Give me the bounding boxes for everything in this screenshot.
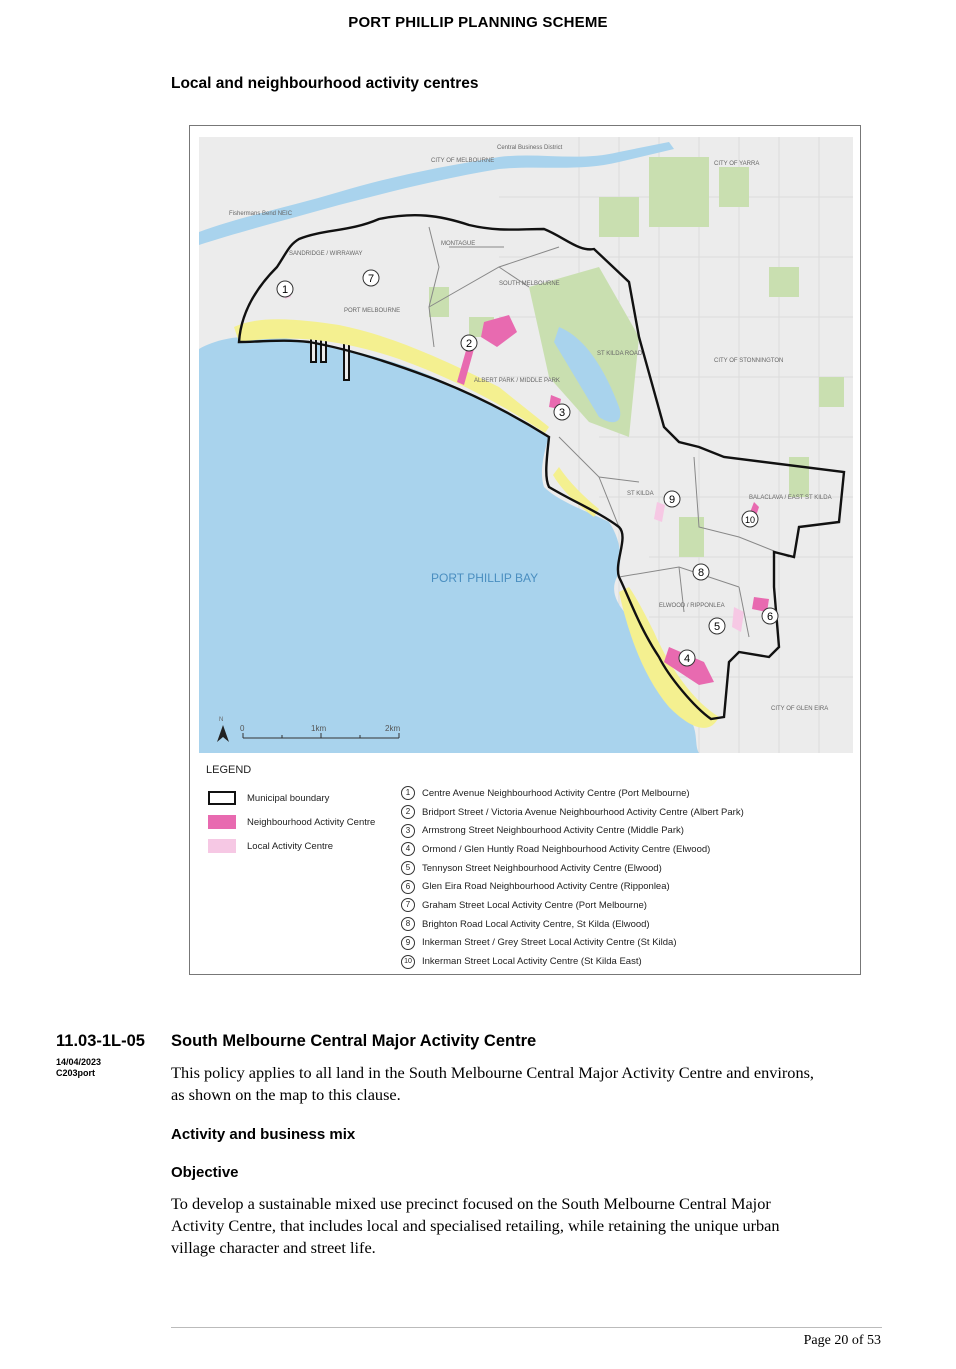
albert-park-label: ALBERT PARK / MIDDLE PARK [474, 378, 560, 384]
boundary-swatch [208, 791, 236, 805]
svg-text:1: 1 [281, 284, 289, 296]
st-kilda-road-label: ST KILDA ROAD [597, 351, 643, 357]
clause-amendment: C203port [56, 1068, 96, 1078]
scale-zero: 0 [240, 724, 245, 733]
clause-date: 14/04/2023 [56, 1057, 102, 1067]
marker-4 [679, 650, 695, 666]
clause-number: 11.03-1L-05 [56, 1032, 145, 1050]
balaclava-label: BALACLAVA / EAST ST KILDA [749, 495, 832, 501]
svg-text:8: 8 [697, 567, 705, 579]
centre-item-6: 6 Glen Eira Road Neighbourhood Activity Centre (Ripponlea) [401, 877, 744, 896]
centre-item-1: 1 Centre Avenue Neighbourhood Activity Centre (Port Melbourne) [401, 784, 744, 803]
page-header-title: PORT PHILLIP PLANNING SCHEME [348, 14, 608, 31]
montague-label: MONTAGUE [441, 241, 476, 247]
svg-text:N: N [219, 717, 224, 723]
marker-10 [742, 511, 758, 527]
svg-text:7: 7 [367, 273, 375, 285]
centre-item-8: 8 Brighton Road Local Activity Centre, St Kilda (Elwood) [401, 915, 744, 934]
cbd-label: Central Business District [497, 145, 563, 151]
lac-swatch [208, 839, 236, 853]
fishermans-bend-label: Fishermans Bend NEIC [229, 211, 293, 217]
marker-1 [277, 281, 293, 297]
elwood-label: ELWOOD / RIPPONLEA [659, 603, 725, 609]
scale-2km: 2km [385, 724, 401, 733]
objective-text: To develop a sustainable mixed use precinct focused on the South Melbourne Central Major Activity Centre, that includes local and specialised retailing, while retaining the unique urban village character and street life. [171, 1194, 780, 1257]
centre-item-7: 7 Graham Street Local Activity Centre (Port Melbourne) [401, 896, 744, 915]
map-figure [189, 125, 861, 975]
centre-item-3: 3 Armstrong Street Neighbourhood Activity Centre (Middle Park) [401, 821, 744, 840]
activity-business-mix-heading: Activity and business mix [171, 1126, 356, 1143]
marker-3 [554, 404, 570, 420]
port-phillip-bay-label: PORT PHILLIP BAY [431, 571, 539, 585]
marker-7 [363, 270, 379, 286]
city-of-stonnington-label: CITY OF STONNINGTON [714, 358, 784, 364]
svg-text:4: 4 [683, 653, 691, 665]
legend-label: Neighbourhood Activity Centre [247, 816, 376, 828]
page-number: Page 20 of 53 [803, 1333, 881, 1348]
legend-item-nac [208, 810, 375, 834]
legend-title: LEGEND [206, 764, 252, 776]
centre-item-2: 2 Bridport Street / Victoria Avenue Neighbourhood Activity Centre (Albert Park) [401, 803, 744, 822]
objective-heading: Objective [171, 1164, 239, 1181]
map-heading: Local and neighbourhood activity centres [171, 75, 479, 92]
legend-swatches [208, 786, 375, 858]
south-melbourne-label: SOUTH MELBOURNE [499, 281, 560, 287]
city-of-melbourne-label: CITY OF MELBOURNE [431, 158, 495, 164]
park-north [649, 157, 709, 227]
city-of-yarra-label: CITY OF YARRA [714, 161, 760, 167]
city-of-glen-eira-label: CITY OF GLEN EIRA [771, 706, 829, 712]
map-image [199, 137, 853, 753]
svg-text:6: 6 [766, 611, 774, 623]
marker-9 [664, 491, 680, 507]
centre-item-9: 9 Inkerman Street / Grey Street Local Activity Centre (St Kilda) [401, 934, 744, 953]
svg-text:9: 9 [668, 494, 676, 506]
st-kilda-label: ST KILDA [627, 491, 654, 497]
clause-meta [56, 1057, 101, 1079]
scale-1km: 1km [311, 724, 327, 733]
marker-6 [762, 608, 778, 624]
legend-item-lac [208, 834, 375, 858]
centre-item-10: 10 Inkerman Street Local Activity Centre (St Kilda East) [401, 952, 744, 971]
svg-text:5: 5 [713, 621, 721, 633]
centre-item-5: 5 Tennyson Street Neighbourhood Activity Centre (Elwood) [401, 859, 744, 878]
marker-5 [709, 618, 725, 634]
centres-list [401, 784, 744, 971]
port-melbourne-label: PORT MELBOURNE [344, 308, 401, 314]
legend-label: Municipal boundary [247, 792, 330, 804]
marker-2 [461, 335, 477, 351]
legend-item-boundary [208, 786, 375, 810]
svg-text:2: 2 [465, 338, 473, 350]
footer-divider [171, 1327, 882, 1328]
legend-label: Local Activity Centre [247, 840, 334, 852]
nac-swatch [208, 815, 236, 829]
svg-text:3: 3 [558, 407, 566, 419]
sandridge-label: SANDRIDGE / WIRRAWAY [289, 251, 363, 257]
svg-text:10: 10 [744, 515, 756, 525]
centre-item-4: 4 Ormond / Glen Huntly Road Neighbourhood Activity Centre (Elwood) [401, 840, 744, 859]
marker-8 [693, 564, 709, 580]
clause-intro: This policy applies to all land in the South Melbourne Central Major Activity Centre and environs, as shown on the map to this clause. [171, 1063, 814, 1104]
clause-title: South Melbourne Central Major Activity Centre [171, 1032, 537, 1050]
